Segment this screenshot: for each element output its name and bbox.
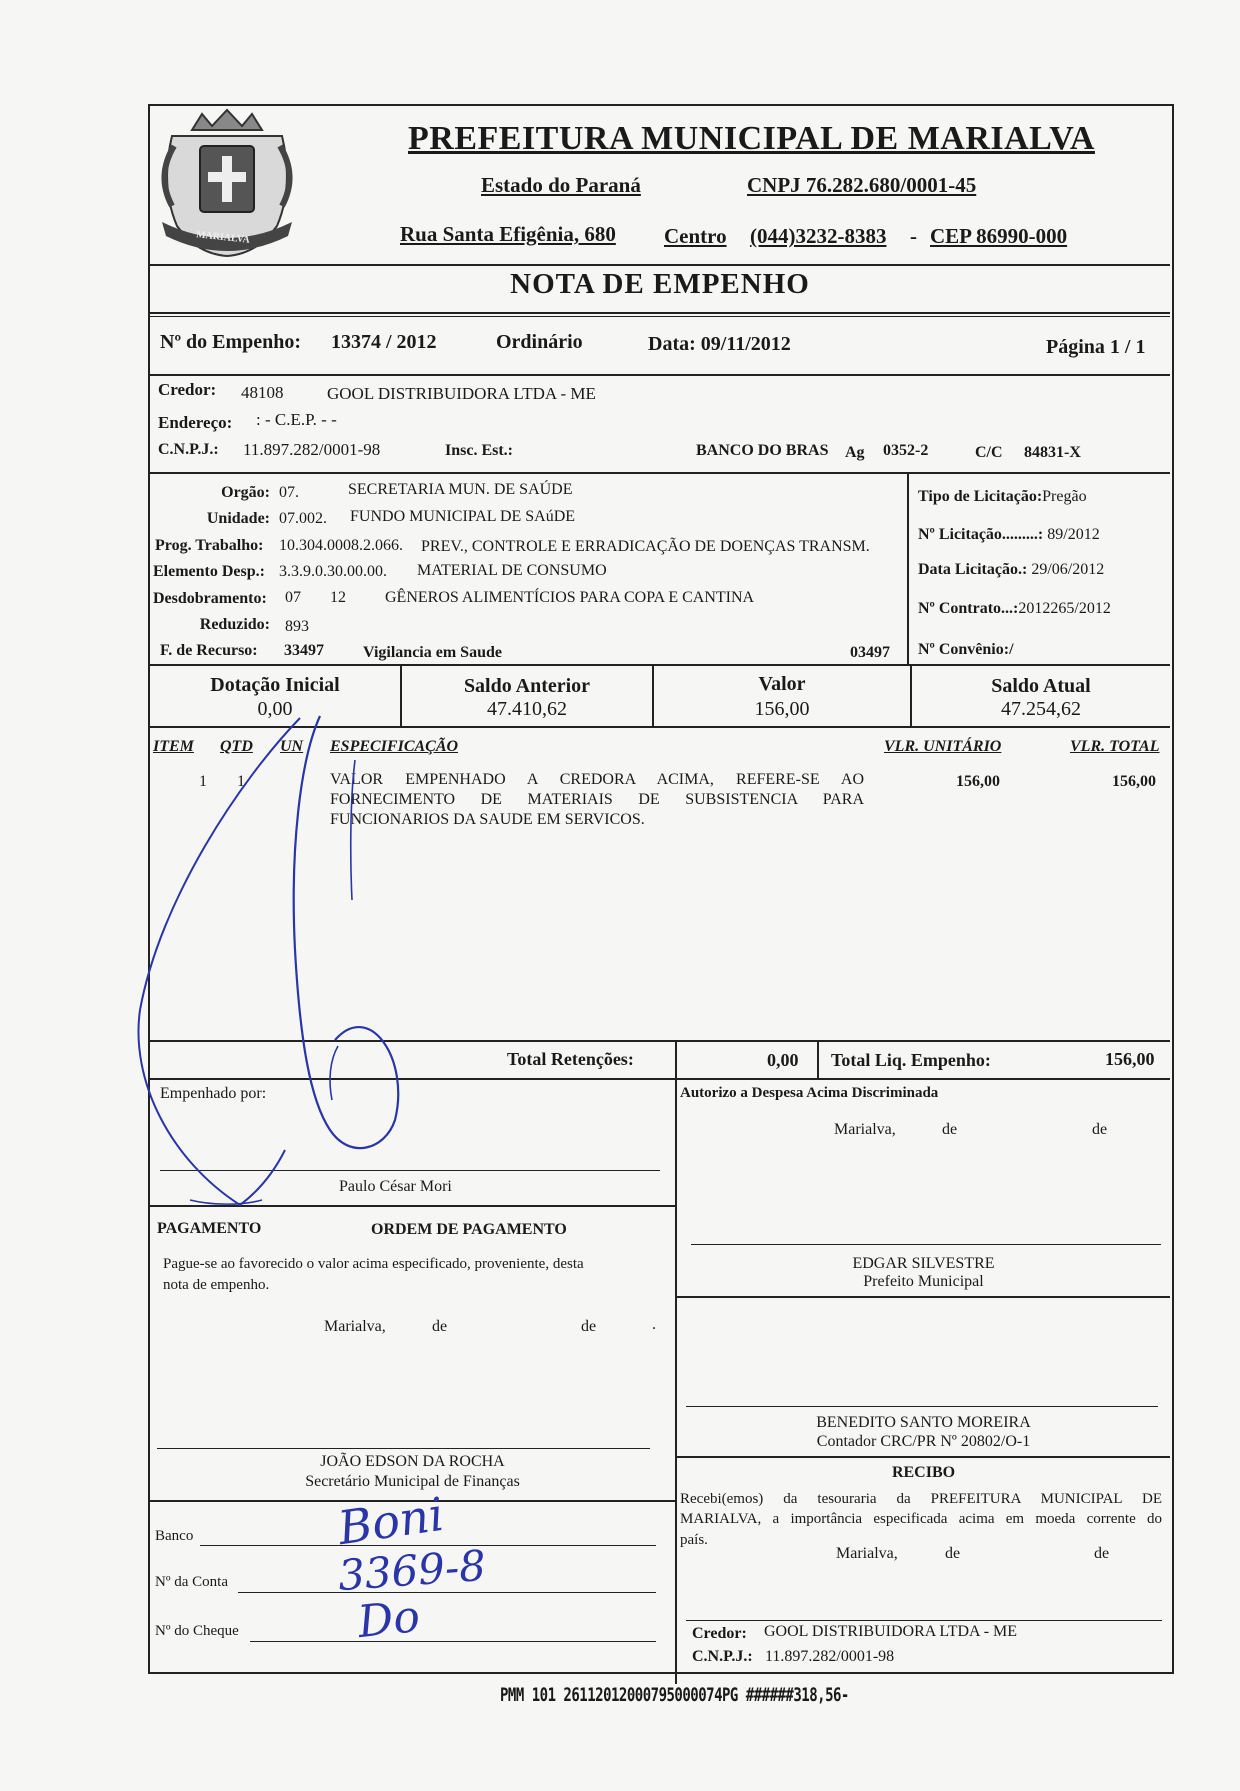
item-number: 1 bbox=[199, 773, 207, 790]
total-retencoes-label: Total Retenções: bbox=[507, 1049, 634, 1069]
convenio-label: Nº Convênio:/ bbox=[918, 641, 1014, 658]
signer-paulo: Paulo César Mori bbox=[339, 1178, 452, 1195]
total-liq-value: 156,00 bbox=[1105, 1049, 1155, 1069]
address-value: : - C.E.P. - - bbox=[256, 410, 337, 429]
left-date-de-1: de bbox=[432, 1318, 448, 1335]
valor-label: Valor bbox=[758, 673, 806, 695]
unidade-label: Unidade: bbox=[206, 510, 270, 527]
elemento-code: 3.3.9.0.30.00.00. bbox=[279, 563, 387, 580]
elemento-name: MATERIAL DE CONSUMO bbox=[417, 562, 607, 579]
desdobramento-name: GÊNEROS ALIMENTÍCIOS PARA COPA E CANTINA bbox=[385, 589, 755, 606]
empenhado-por-label: Empenhado por: bbox=[160, 1085, 267, 1102]
recurso-code-2: 03497 bbox=[850, 644, 890, 661]
crest-ribbon-text: MARIALVA bbox=[195, 229, 251, 246]
orgao-name: SECRETARIA MUN. DE SAÚDE bbox=[348, 481, 573, 498]
empenho-date: Data: 09/11/2012 bbox=[648, 333, 791, 355]
right-date-de-1: de bbox=[942, 1121, 958, 1138]
pagamento-heading: PAGAMENTO bbox=[157, 1220, 262, 1237]
left-date-dot: . bbox=[652, 1316, 656, 1333]
machine-stamp: PMM 101 26112012000795000074PG ######318,56- bbox=[500, 1685, 849, 1707]
separator-dash: - bbox=[910, 224, 917, 248]
cheque-label: Nº do Cheque bbox=[155, 1623, 239, 1639]
empenho-type: Ordinário bbox=[496, 331, 583, 353]
col-header-qtd: QTD bbox=[220, 738, 253, 755]
signer-joao-role: Secretário Municipal de Finanças bbox=[305, 1473, 520, 1490]
agency-label: Ag bbox=[845, 444, 865, 461]
cep: CEP 86990-000 bbox=[930, 224, 1068, 248]
saldo-anterior-value: 47.410,62 bbox=[487, 698, 567, 720]
handwritten-banco: Boni bbox=[334, 1486, 448, 1556]
licitacao-type: Tipo de Licitação:Pregão bbox=[918, 488, 1087, 505]
pague-line-2: nota de empenho. bbox=[163, 1277, 270, 1293]
desdobramento-code-1: 07 bbox=[285, 589, 301, 606]
credor-name: GOOL DISTRIBUIDORA LTDA - ME bbox=[327, 384, 596, 403]
item-qtd: 1 bbox=[237, 773, 245, 790]
col-header-un: UN bbox=[280, 738, 304, 755]
cnpj-label: C.N.P.J.: bbox=[158, 441, 219, 458]
agency-number: 0352-2 bbox=[883, 442, 929, 459]
recurso-name: Vigilancia em Saude bbox=[363, 644, 502, 661]
recurso-code: 33497 bbox=[284, 642, 324, 659]
desdobramento-label: Desdobramento: bbox=[153, 590, 267, 607]
recibo-line-3: país. bbox=[680, 1532, 708, 1548]
phone: (044)3232-8383 bbox=[750, 224, 887, 248]
elemento-label: Elemento Desp.: bbox=[153, 563, 265, 580]
signer-benedito: BENEDITO SANTO MOREIRA bbox=[816, 1414, 1031, 1431]
ordem-pagamento-heading: ORDEM DE PAGAMENTO bbox=[371, 1221, 567, 1238]
recibo-line-1: Recebi(emos) da tesouraria da PREFEITURA MUNICIPAL DE bbox=[680, 1491, 1162, 1507]
right-date-place: Marialva, bbox=[834, 1121, 896, 1138]
recibo-date-de-1: de bbox=[945, 1545, 961, 1562]
banco-label: Banco bbox=[155, 1528, 194, 1544]
orgao-label: Orgão: bbox=[221, 484, 270, 501]
unidade-name: FUNDO MUNICIPAL DE SAúDE bbox=[350, 508, 576, 525]
prog-trabalho-label: Prog. Trabalho: bbox=[155, 537, 264, 554]
col-header-spec: ESPECIFICAÇÃO bbox=[330, 738, 459, 755]
address-label: Endereço: bbox=[158, 413, 233, 432]
saldo-anterior-label: Saldo Anterior bbox=[463, 675, 591, 697]
pague-line-1: Pague-se ao favorecido o valor acima especificado, proveniente, desta bbox=[163, 1256, 584, 1272]
total-liq-label: Total Liq. Empenho: bbox=[831, 1050, 991, 1070]
signer-edgar-role: Prefeito Municipal bbox=[863, 1273, 984, 1290]
page-title: PREFEITURA MUNICIPAL DE MARIALVA bbox=[408, 120, 1095, 157]
bank-name: BANCO DO BRAS bbox=[696, 442, 829, 459]
reduzido-label: Reduzido: bbox=[199, 616, 270, 633]
total-retencoes-value: 0,00 bbox=[767, 1050, 799, 1070]
desdobramento-code-2: 12 bbox=[330, 589, 346, 606]
recibo-date-place: Marialva, bbox=[836, 1545, 898, 1562]
col-header-total-value: VLR. TOTAL bbox=[1070, 738, 1160, 755]
dotacao-label: Dotação Inicial bbox=[210, 674, 340, 696]
col-header-unit-value: VLR. UNITÁRIO bbox=[884, 738, 1002, 755]
col-header-item: ITEM bbox=[153, 738, 194, 755]
signer-benedito-role: Contador CRC/PR Nº 20802/O-1 bbox=[816, 1433, 1031, 1450]
valor-value: 156,00 bbox=[754, 698, 810, 720]
licitacao-number: Nº Licitação.........: 89/2012 bbox=[918, 526, 1100, 543]
empenho-number: 13374 / 2012 bbox=[331, 331, 437, 353]
licitacao-date: Data Licitação.: 29/06/2012 bbox=[918, 561, 1105, 578]
signer-edgar: EDGAR SILVESTRE bbox=[852, 1255, 995, 1272]
item-spec-line-1: VALOR EMPENHADO A CREDORA ACIMA, REFERE-SE AO bbox=[330, 771, 864, 788]
recibo-heading: RECIBO bbox=[891, 1464, 956, 1481]
recibo-line-2: MARIALVA, a importância especificada acima em moeda corrente do bbox=[680, 1511, 1162, 1527]
district: Centro bbox=[664, 224, 727, 248]
signer-joao: JOÃO EDSON DA ROCHA bbox=[320, 1453, 505, 1470]
recibo-credor-label: Credor: bbox=[692, 1625, 747, 1642]
item-unit-value: 156,00 bbox=[956, 773, 1000, 790]
state-label: Estado do Paraná bbox=[481, 173, 641, 197]
recurso-label: F. de Recurso: bbox=[160, 642, 258, 659]
dotacao-value: 0,00 bbox=[257, 698, 293, 720]
saldo-atual-label: Saldo Atual bbox=[991, 675, 1091, 697]
prog-trabalho-name: PREV., CONTROLE E ERRADICAÇÃO DE DOENÇAS TRANSM. bbox=[421, 538, 870, 555]
conta-label: Nº da Conta bbox=[155, 1574, 228, 1590]
page-number: Página 1 / 1 bbox=[1046, 336, 1146, 358]
contract-number: Nº Contrato...:2012265/2012 bbox=[918, 600, 1111, 617]
item-total-value: 156,00 bbox=[1112, 773, 1156, 790]
account-label: C/C bbox=[975, 444, 1003, 461]
item-spec-line-3: FUNCIONARIOS DA SAUDE EM SERVICOS. bbox=[330, 811, 645, 828]
handwritten-conta: 3369-8 bbox=[336, 1540, 488, 1601]
street-address: Rua Santa Efigênia, 680 bbox=[400, 222, 616, 246]
handwritten-cheque: Do bbox=[355, 1590, 423, 1649]
unidade-code: 07.002. bbox=[279, 510, 327, 527]
left-date-de-2: de bbox=[581, 1318, 597, 1335]
recibo-date-de-2: de bbox=[1094, 1545, 1110, 1562]
recibo-cnpj: 11.897.282/0001-98 bbox=[765, 1648, 895, 1665]
left-date-place: Marialva, bbox=[324, 1318, 386, 1335]
saldo-atual-value: 47.254,62 bbox=[1001, 698, 1081, 720]
reduzido-code: 893 bbox=[285, 618, 309, 635]
recibo-credor-name: GOOL DISTRIBUIDORA LTDA - ME bbox=[764, 1623, 1018, 1640]
empenho-number-label: Nº do Empenho: bbox=[160, 331, 302, 353]
autorizo-heading: Autorizo a Despesa Acima Discriminada bbox=[680, 1085, 939, 1101]
insc-est-label: Insc. Est.: bbox=[445, 442, 514, 459]
credor-code: 48108 bbox=[241, 383, 284, 402]
item-spec-line-2: FORNECIMENTO DE MATERIAIS DE SUBSISTENCIA PARA bbox=[330, 791, 864, 808]
account-number: 84831-X bbox=[1024, 444, 1081, 461]
prog-trabalho-code: 10.304.0008.2.066. bbox=[279, 537, 403, 554]
recibo-cnpj-label: C.N.P.J.: bbox=[692, 1648, 753, 1665]
document-title: NOTA DE EMPENHO bbox=[510, 268, 810, 300]
orgao-code: 07. bbox=[279, 484, 299, 501]
credor-cnpj: 11.897.282/0001-98 bbox=[243, 440, 381, 459]
credor-label: Credor: bbox=[158, 380, 217, 399]
cnpj-header: CNPJ 76.282.680/0001-45 bbox=[747, 173, 977, 197]
right-date-de-2: de bbox=[1092, 1121, 1108, 1138]
